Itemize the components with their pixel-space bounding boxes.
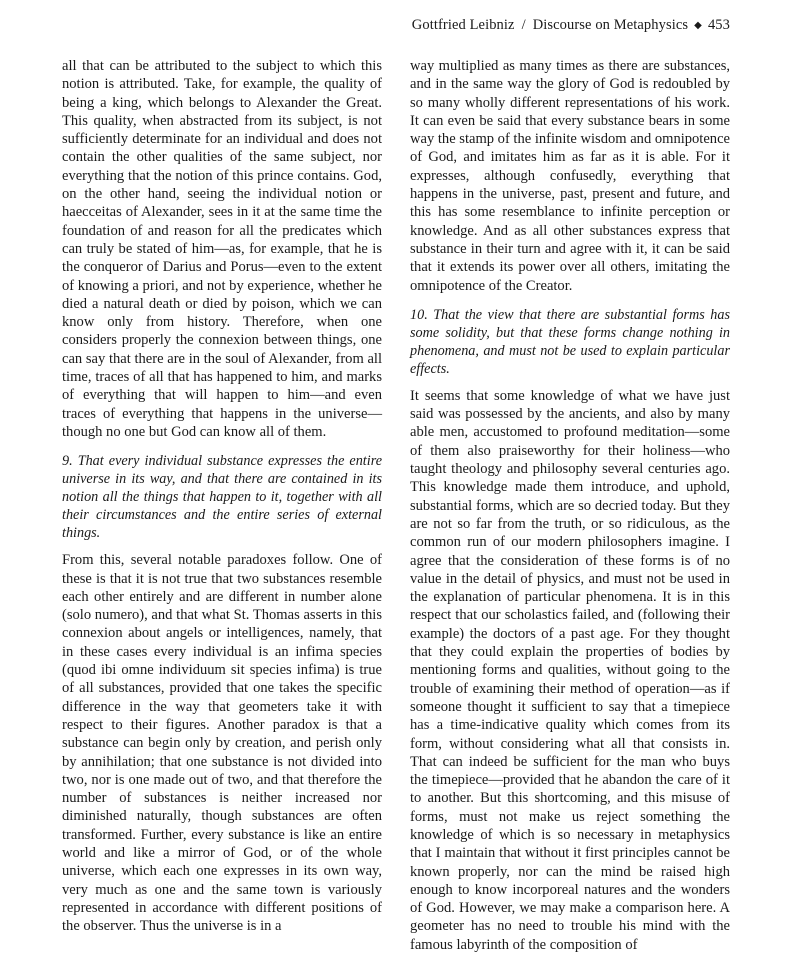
diamond-ornament-icon: ◆ [694, 20, 702, 31]
paragraph: all that can be attributed to the subject to which this notion is attributed. Take, for example, the quality of being a king, which belongs to Alexander the Great. This quality, when abstracted from its subject, is not sufficiently determinate for an individual and does not contain the other qualities of the same subject, nor everything that the notion of this prince contains. God, on the other hand, seeing the individual notion or haecceitas of Alexander, sees in it at the same time the foundation of and reason for all the predicates which can truly be stated of him—as, for example, that he is the conqueror of Darius and Porus—even to the extent of knowing a priori, and not by experience, whether he died a natural death or died by poison, which we can know only from history. Therefore, when one considers properly the connexion between things, one can say that there are in the soul of Alexander, from all time, traces of all that has happened to him, and marks of everything that will happen to him—and even traces of everything that happens in the universe—though no one but God can know all of them. [62, 58, 382, 440]
running-head-separator: / [521, 17, 526, 33]
paragraph: It seems that some knowledge of what we have just said was possessed by the ancients, and also by many able men, accustomed to profound meditation—some of them also praiseworthy for their holiness—who taught theology and philosophy several centuries ago. This knowledge made them introduce, and uphold, substantial forms, which are so decried today. But they are not so far from the truth, or so ridiculous, as the common run of our modern philosophers imagine. I agree that the consideration of these forms is of no value in the detail of physics, and must not be used in the explanation of particular phenomena. It is in this respect that our scholastics failed, and (following their example) the doctors of a past age. For they thought that they could explain the properties of bodies by mentioning forms and qualities, without going to the trouble of examining their method of operation—as if someone thought it sufficient to say that a timepiece has a time-indicative quality which comes from its form, without considering what all that consists in. That can indeed be sufficient for the man who buys the timepiece—provided that he abandon the care of it to another. But this shortcoming, and this misuse of forms, must not make us reject something the knowledge of which is so necessary in metaphysics that I maintain that without it first principles cannot be known properly, nor can the mind be raised high enough to know incorporeal natures and the wonders of God. However, we may make a comparison here. A geometer has no need to trouble his mind with the famous labyrinth of the composition of [410, 387, 730, 953]
running-head [412, 17, 730, 34]
section-heading-9: 9. That every individual substance expresses the entire universe in its way, and that there are contained in its notion all the things that happen to it, together with all their circumstances and the entire series of external things. [62, 453, 382, 542]
paragraph: way multiplied as many times as there are substances, and in the same way the glory of God is redoubled by so many wholly different representations of his work. It can even be said that every substance bears in some way the stamp of the infinite wisdom and omnipotence of God, and imitates him as far as it is able. For it expresses, although confusedly, everything that happens in the universe, past, present and future, and this has some resemblance to infinite perception or knowledge. And as all other substances express that substance in their turn and agree with it, it can be said that it extends its power over all others, imitating the omnipotence of the Creator. [410, 58, 730, 294]
paragraph: From this, several notable paradoxes follow. One of these is that it is not true that two substances resemble each other entirely and are different in number alone (solo numero), and that what St. Thomas asserts in this connexion about angels or intelligences, namely, that in these cases every individual is an infima species (quod ibi omne individuum sit species infima) is true of all substances, provided that one takes the specific difference in the way that geometers take it with respect to their figures. Another paradox is that a substance can begin only by creation, and perish only by annihilation; that one substance is not divided into two, nor is one made out of two, and that therefore the number of substances is neither increased nor diminished naturally, though substances are often transformed. Further, every substance is like an entire world and like a mirror of God, or of the whole universe, which each one expresses in its own way, very much as one and the same town is variously represented in accordance with different positions of the observer. Thus the universe is in a [62, 552, 382, 935]
section-heading-10: 10. That the view that there are substantial forms has some solidity, but that these forms change nothing in phenomena, and must not be used to explain particular effects. [410, 306, 730, 377]
page-number: 453 [707, 17, 730, 33]
left-column [62, 57, 382, 935]
running-head-author: Gottfried Leibniz [411, 17, 515, 33]
right-column [410, 57, 730, 954]
running-head-title: Discourse on Metaphysics [532, 17, 689, 33]
